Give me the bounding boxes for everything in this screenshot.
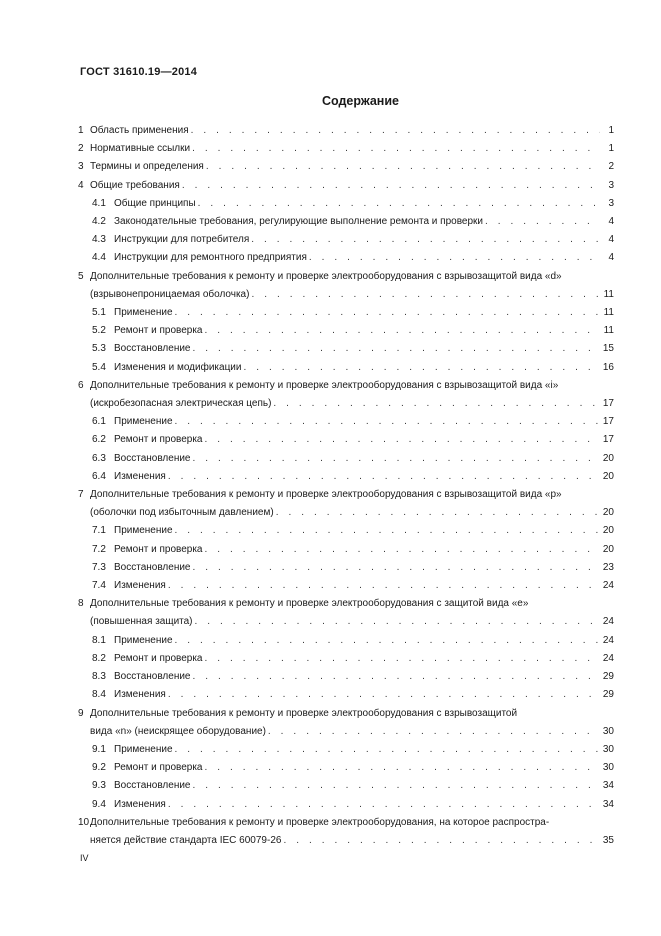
toc-leader-dots	[243, 359, 600, 377]
page-number: IV	[80, 853, 89, 863]
toc-entry-page: 4	[608, 216, 614, 228]
toc-entry-title-continued: вида «n» (неискрящее оборудование)	[90, 725, 266, 737]
toc-entry-number: 6.3	[92, 452, 106, 464]
table-of-contents	[78, 122, 614, 850]
toc-entry-number: 8.2	[92, 652, 106, 664]
toc-entry-page: 3	[608, 179, 614, 191]
toc-entry[interactable]	[78, 249, 614, 267]
toc-entry[interactable]	[78, 650, 614, 668]
toc-entry-title: Дополнительные требования к ремонту и проверке электрооборудования с взрывозащитой	[90, 707, 518, 719]
toc-entry-number: 8.1	[92, 634, 106, 646]
toc-leader-dots	[175, 632, 600, 650]
toc-leader-dots	[193, 559, 601, 577]
toc-entry[interactable]	[78, 759, 614, 777]
toc-entry-number: 6	[78, 379, 84, 391]
toc-entry-title: Изменения	[114, 470, 166, 482]
toc-entry-title: Дополнительные требования к ремонту и проверке электрооборудования, на которое распростра-	[90, 816, 550, 828]
toc-entry[interactable]	[78, 686, 614, 704]
toc-entry-number: 7.3	[92, 561, 106, 573]
toc-entry[interactable]	[78, 450, 614, 468]
toc-entry-title: Инструкции для ремонтного предприятия	[114, 252, 307, 264]
toc-leader-dots	[191, 122, 600, 140]
toc-entry-page: 17	[602, 434, 614, 446]
toc-entry-title: Восстановление	[114, 561, 191, 573]
toc-entry[interactable]	[78, 796, 614, 814]
toc-entry-page: 24	[602, 616, 614, 628]
toc-entry[interactable]	[78, 140, 614, 158]
toc-entry-title: Ремонт и проверка	[114, 762, 203, 774]
toc-leader-dots	[168, 796, 600, 814]
toc-entry-title: Применение	[114, 525, 173, 537]
toc-leader-dots	[251, 286, 600, 304]
toc-entry-page: 11	[603, 288, 614, 300]
toc-entry-title-continued: (повышенная защита)	[90, 616, 193, 628]
toc-entry[interactable]	[78, 632, 614, 650]
toc-entry[interactable]	[78, 668, 614, 686]
toc-entry-number: 9	[78, 707, 84, 719]
toc-leader-dots	[175, 304, 600, 322]
document-header: ГОСТ 31610.19—2014	[80, 66, 198, 78]
toc-entry-number: 9.2	[92, 762, 106, 774]
toc-leader-dots	[283, 832, 600, 850]
toc-entry-number: 9.1	[92, 743, 106, 755]
toc-leader-dots	[206, 158, 600, 176]
toc-leader-dots	[205, 759, 601, 777]
toc-entry-number: 3	[78, 161, 84, 173]
toc-entry-page: 17	[602, 416, 614, 428]
toc-entry-title: Ремонт и проверка	[114, 325, 203, 337]
toc-entry-title: Применение	[114, 634, 173, 646]
toc-leader-dots	[205, 322, 601, 340]
toc-leader-dots	[205, 541, 601, 559]
toc-leader-dots	[175, 741, 600, 759]
toc-entry-title: Применение	[114, 743, 173, 755]
toc-entry-number: 8.4	[92, 689, 106, 701]
toc-entry[interactable]	[78, 213, 614, 231]
toc-leader-dots	[276, 504, 600, 522]
toc-entry[interactable]	[78, 413, 614, 431]
toc-entry[interactable]	[78, 177, 614, 195]
toc-leader-dots	[309, 249, 600, 267]
toc-leader-dots	[193, 340, 601, 358]
toc-entry-number: 4	[78, 179, 84, 191]
toc-entry-page: 2	[608, 161, 614, 173]
page-title: Содержание	[321, 94, 399, 108]
toc-entry-page: 35	[602, 834, 614, 846]
toc-entry-page: 20	[602, 525, 614, 537]
toc-entry-number: 7.4	[92, 580, 106, 592]
toc-entry-title: Восстановление	[114, 671, 191, 683]
toc-entry-page: 15	[602, 343, 614, 355]
toc-entry[interactable]	[78, 122, 614, 140]
toc-entry-number: 10	[78, 816, 90, 828]
toc-entry[interactable]	[78, 359, 614, 377]
toc-leader-dots	[175, 413, 600, 431]
toc-leader-dots	[193, 668, 601, 686]
toc-entry-number: 9.4	[92, 798, 106, 810]
toc-entry-title: Дополнительные требования к ремонту и проверке электрооборудования с защитой вида «е»	[90, 598, 529, 610]
toc-entry-title: Ремонт и проверка	[114, 434, 203, 446]
toc-entry-page: 4	[608, 252, 614, 264]
toc-entry-title: Применение	[114, 416, 173, 428]
toc-entry-page: 24	[602, 634, 614, 646]
toc-entry-title: Дополнительные требования к ремонту и проверке электрооборудования с взрывозащитой вида «d»	[90, 270, 562, 282]
toc-entry-title-continued: (взрывонепроницаемая оболочка)	[90, 288, 250, 300]
toc-entry-number: 4.3	[92, 234, 106, 246]
toc-entry[interactable]	[78, 577, 614, 595]
toc-entry-number: 7.2	[92, 543, 106, 555]
toc-leader-dots	[168, 686, 600, 704]
toc-entry[interactable]	[78, 377, 614, 413]
toc-entry-number: 1	[78, 125, 84, 136]
toc-leader-dots	[268, 723, 600, 741]
toc-entry-title: Инструкции для потребителя	[114, 234, 250, 246]
toc-entry[interactable]	[78, 541, 614, 559]
toc-leader-dots	[168, 577, 600, 595]
toc-leader-dots	[485, 213, 600, 231]
toc-entry-page: 23	[602, 561, 614, 573]
toc-leader-dots	[205, 650, 601, 668]
toc-entry-title: Нормативные ссылки	[90, 143, 191, 155]
toc-entry[interactable]	[78, 158, 614, 176]
toc-entry-page: 20	[602, 470, 614, 482]
toc-entry-number: 2	[78, 143, 84, 155]
toc-entry-title: Изменения	[114, 580, 166, 592]
toc-entry[interactable]	[78, 595, 614, 631]
toc-entry-number: 6.4	[92, 470, 106, 482]
toc-leader-dots	[195, 613, 600, 631]
toc-entry-page: 20	[602, 452, 614, 464]
toc-entry[interactable]	[78, 468, 614, 486]
toc-entry-title: Общие принципы	[114, 197, 196, 209]
toc-entry-number: 7.1	[92, 525, 106, 537]
toc-entry-page: 30	[602, 725, 614, 737]
toc-entry-page: 34	[602, 780, 614, 792]
toc-leader-dots	[175, 522, 600, 540]
toc-entry-page: 24	[602, 652, 614, 664]
toc-entry-number: 4.2	[92, 216, 106, 228]
toc-entry[interactable]	[78, 777, 614, 795]
toc-entry-title: Законодательные требования, регулирующие выполнение ремонта и проверки	[114, 216, 483, 228]
toc-entry[interactable]	[78, 340, 614, 358]
toc-entry-title: Изменения	[114, 689, 166, 701]
toc-entry-title: Применение	[114, 307, 173, 319]
toc-entry-number: 9.3	[92, 780, 106, 792]
toc-entry[interactable]	[78, 705, 614, 741]
toc-entry[interactable]	[78, 559, 614, 577]
toc-entry-page: 11	[603, 325, 614, 337]
toc-entry-page: 30	[602, 762, 614, 774]
toc-entry-page: 17	[602, 398, 614, 410]
toc-leader-dots	[198, 195, 600, 213]
toc-leader-dots	[205, 431, 601, 449]
toc-entry-page: 20	[602, 507, 614, 519]
toc-entry-number: 5	[78, 270, 84, 282]
toc-entry-title-continued: няется действие стандарта IEC 60079-26	[90, 834, 282, 846]
toc-entry-page: 4	[608, 234, 614, 246]
toc-entry[interactable]	[78, 431, 614, 449]
toc-entry-number: 6.1	[92, 416, 106, 428]
toc-entry[interactable]	[78, 741, 614, 759]
toc-entry-number: 8	[78, 598, 84, 610]
toc-entry-number: 4.1	[92, 197, 106, 209]
toc-entry-page: 20	[602, 543, 614, 555]
toc-entry-title: Восстановление	[114, 780, 191, 792]
toc-entry-page: 16	[602, 361, 614, 373]
toc-entry-title: Изменения и модификации	[114, 361, 242, 373]
toc-entry-number: 5.4	[92, 361, 106, 373]
toc-leader-dots	[273, 395, 600, 413]
toc-entry-title-continued: (искробезопасная электрическая цепь)	[90, 398, 272, 410]
toc-leader-dots	[193, 450, 601, 468]
toc-entry[interactable]	[78, 322, 614, 340]
toc-entry-page: 30	[602, 743, 614, 755]
toc-entry-title: Термины и определения	[90, 161, 204, 173]
toc-leader-dots	[192, 140, 600, 158]
toc-leader-dots	[182, 177, 600, 195]
toc-entry-title: Ремонт и проверка	[114, 652, 203, 664]
toc-entry-title: Восстановление	[114, 343, 191, 355]
toc-entry[interactable]	[78, 195, 614, 213]
toc-entry[interactable]	[78, 231, 614, 249]
toc-entry-page: 29	[602, 671, 614, 683]
toc-entry[interactable]	[78, 304, 614, 322]
toc-entry-number: 6.2	[92, 434, 106, 446]
toc-entry-number: 4.4	[92, 252, 106, 264]
toc-entry-title: Восстановление	[114, 452, 191, 464]
toc-entry-page: 24	[602, 580, 614, 592]
toc-entry-title: Дополнительные требования к ремонту и проверке электрооборудования с взрывозащитой вида «р»	[90, 489, 562, 501]
toc-entry-number: 5.2	[92, 325, 106, 337]
toc-entry-title: Область применения	[90, 125, 189, 136]
toc-entry-title: Изменения	[114, 798, 166, 810]
toc-entry-page: 1	[608, 143, 614, 155]
toc-entry-number: 8.3	[92, 671, 106, 683]
toc-entry-page: 3	[608, 197, 614, 209]
toc-entry[interactable]	[78, 268, 614, 304]
toc-entry-title: Общие требования	[90, 179, 180, 191]
toc-entry-number: 5.3	[92, 343, 106, 355]
toc-entry[interactable]	[78, 486, 614, 522]
toc-entry[interactable]	[78, 522, 614, 540]
toc-entry-page: 29	[602, 689, 614, 701]
toc-entry-page: 11	[603, 307, 614, 319]
toc-leader-dots	[193, 777, 601, 795]
toc-leader-dots	[251, 231, 600, 249]
toc-entry-title: Дополнительные требования к ремонту и проверке электрооборудования с взрывозащитой вида «i»	[90, 379, 559, 391]
toc-entry-number: 5.1	[92, 307, 106, 319]
toc-entry-page: 1	[608, 125, 614, 136]
toc-leader-dots	[168, 468, 600, 486]
toc-entry-title-continued: (оболочки под избыточным давлением)	[90, 507, 274, 519]
toc-entry-page: 34	[602, 798, 614, 810]
toc-entry[interactable]	[78, 814, 614, 850]
toc-entry-number: 7	[78, 489, 84, 501]
toc-entry-title: Ремонт и проверка	[114, 543, 203, 555]
